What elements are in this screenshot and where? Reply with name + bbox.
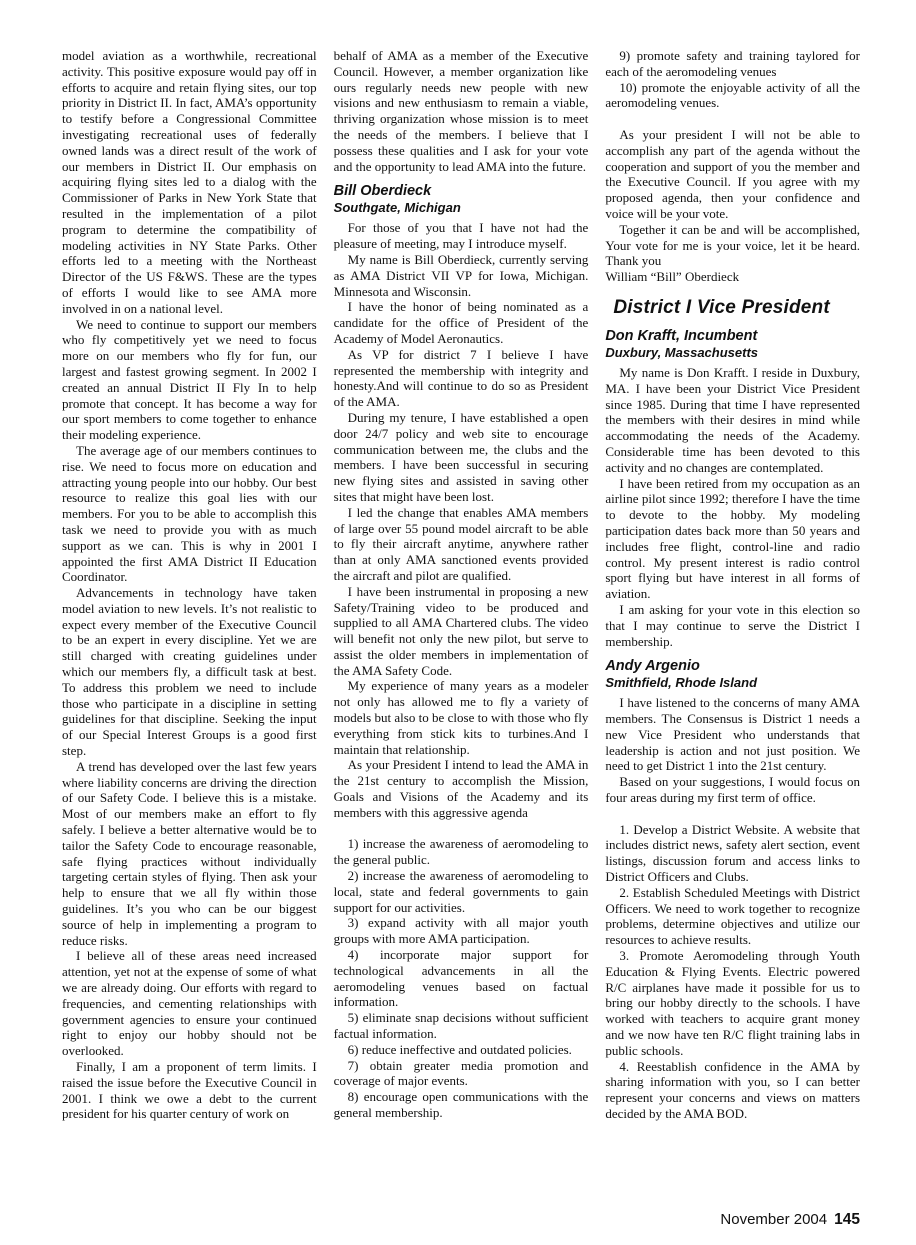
paragraph: I led the change that enables AMA members of large over 55 pound model aircraft to be able to fly their aircraft anytime, anywhere rather than at only AMA sanctioned events provided the aircraft and pilot are qualified. bbox=[333, 504, 589, 583]
paragraph: 9) promote safety and training taylored for each of the aeromodeling venues bbox=[605, 48, 860, 79]
candidate-heading bbox=[334, 183, 589, 215]
paragraph: I have listened to the concerns of many AMA members. The Consensus is District 1 needs a new Vice President who understands that leadership is action and not just position. We need to get District 1 into the 21st century. bbox=[605, 695, 860, 774]
paragraph: I have been retired from my occupation as an airline pilot since 1992; therefore I have the time to devote to the hobby. My modeling participation dates back more than 50 years and includes free flight, control-line and radio control. My present interest is radio control sport flying but have interest in all forms of aviation. bbox=[605, 475, 860, 602]
paragraph: model aviation as a worthwhile, recreational activity. This positive exposure would pay off in efforts to acquire and retain flying sites, our top priority in District II. In fact, AMA’s opportunity to testify before a Congressional Committee investigating recreational uses of federally owned lands was a direct result of the work of our members in District II. Our emphasis on acquiring flying sites led to a dialog with the Commissioner of Parks in New York State that resulted in the implementation of a pilot program to determine the compatibility of modeling activities in NY State Parks. Other efforts led to a meeting with the Northeast Director of the US F&WS. These are the types of efforts I would like to see AMA more involved in on a national level. bbox=[62, 48, 317, 316]
blank-line bbox=[605, 806, 860, 822]
candidate-location: Duxbury, Massachusetts bbox=[605, 344, 759, 360]
paragraph: I am asking for your vote in this election so that I may continue to serve the District I membership. bbox=[605, 601, 860, 649]
paragraph: A trend has developed over the last few years where liability concerns are driving the direction of our Safety Code. I believe this is a mistake. Most of our members make an effort to fly safely. I believe a better alternative would be to tailor the Safety Code to encourage reasonable, safe flying practices without individually targeting certain styles of flying. Then ask your help to ensure that we all fly within those guidelines. It’s you who can be our biggest source of help in implementing a program to reduce risks. bbox=[62, 758, 317, 948]
text-column-3 bbox=[605, 48, 860, 1122]
candidate-name: Don Krafft, Incumbent bbox=[605, 327, 758, 344]
footer-issue-date: November 2004 bbox=[720, 1211, 828, 1228]
candidate-heading bbox=[605, 328, 860, 360]
paragraph: 2) increase the awareness of aeromodeling to local, state and federal governments to gain support for our activities. bbox=[333, 868, 589, 915]
paragraph: 3) expand activity with all major youth groups with more AMA participation. bbox=[333, 915, 589, 947]
paragraph: Finally, I am a proponent of term limits. I raised the issue before the Executive Council in 2001. I think we owe a debt to the current president for his quarter century of work on bbox=[62, 1059, 317, 1122]
paragraph: Based on your suggestions, I would focus on four areas during my first term of office. bbox=[605, 774, 860, 806]
section-heading: District I Vice President bbox=[613, 296, 830, 318]
paragraph: I have the honor of being nominated as a candidate for the office of President of the Academy of Model Aeronautics. bbox=[333, 299, 589, 346]
paragraph: My name is Bill Oberdieck, currently serving as AMA District VII VP for Iowa, Michigan. Minnesota and Wisconsin. bbox=[333, 251, 589, 299]
text-column-2 bbox=[334, 48, 589, 1122]
paragraph: As your President I intend to lead the AMA in the 21st century to accomplish the Mission, Goals and Visions of the Academy and its members with this aggressive agenda bbox=[333, 757, 589, 820]
candidate-heading bbox=[605, 658, 860, 690]
paragraph: Advancements in technology have taken model aviation to new levels. It’s not realistic to expect every member of the Executive Council to be an expert in every discipline. Yet we are still charged with creating guidelines under which our members fly, a difficult task at best. To address this problem we need to include those who participate in a discipline in setting guidelines for that discipline. Seeking the input of our Special Interest Groups is a good first step. bbox=[62, 585, 317, 759]
paragraph: 2. Establish Scheduled Meetings with District Officers. We need to work together to recognize problems, determine objectives and utilize our resources to achieve results. bbox=[605, 884, 860, 948]
candidate-location: Smithfield, Rhode Island bbox=[605, 675, 758, 691]
paragraph: As your president I will not be able to accomplish any part of the agenda without the cooperation and support of you the member and the Executive Council. If you agree with my proposed agenda, then your confidence and voice will be your vote. bbox=[605, 126, 860, 221]
candidate-name: Andy Argenio bbox=[605, 658, 700, 675]
paragraph: I believe all of these areas need increased attention, yet not at the expense of some of what we are already doing. Our efforts with regard to frequencies, and cementing relationships with government agencies to ensure your continued right to enjoy our hobby should not be overlooked. bbox=[62, 948, 317, 1059]
candidate-name: Bill Oberdieck bbox=[333, 183, 432, 200]
paragraph: I have been instrumental in proposing a new Safety/Training video to be produced and supplied to all AMA Chartered clubs. The video will benefit not only the new pilot, but serve to assist the older members in implementation of the AMA Safety Code. bbox=[333, 583, 589, 678]
paragraph: Together it can be and will be accomplished, Your vote for me is your voice, let it be heard. Thank you bbox=[605, 221, 860, 269]
paragraph: behalf of AMA as a member of the Executive Council. However, a member organization like ours regularly needs new people with new visions and new enthusiasm to remain a viable, thriving organization whose mission is to meet the needs of the members. I believe that I possess these qualities and I ask for your vote and the opportunity to lead AMA into the future. bbox=[333, 48, 589, 174]
paragraph: William “Bill” Oberdieck bbox=[605, 269, 740, 285]
blank-line bbox=[334, 821, 589, 837]
paragraph: 3. Promote Aeromodeling through Youth Education & Flying Events. Electric powered R/C airplanes have made it possible for us to bring our hobby directly to the schools. I have worked with teachers to acquire grant money and we now have ten R/C flight training labs in public schools. bbox=[605, 948, 860, 1058]
blank-line bbox=[605, 111, 860, 127]
page-footer bbox=[720, 1211, 860, 1229]
article-columns bbox=[62, 48, 860, 1122]
paragraph: 1) increase the awareness of aeromodeling to the general public. bbox=[333, 836, 589, 868]
paragraph: 5) eliminate snap decisions without sufficient factual information. bbox=[333, 1010, 589, 1042]
paragraph: 7) obtain greater media promotion and coverage of major events. bbox=[333, 1057, 589, 1089]
paragraph: My experience of many years as a modeler not only has allowed me to fly a variety of models but also to be close to with those who fly everything from stick kits to turbines.And I maintain that relationship. bbox=[333, 678, 589, 757]
paragraph: 8) encourage open communications with the general membership. bbox=[333, 1089, 589, 1120]
paragraph: 4) incorporate major support for technological advancements in all the aeromodeling venues based on factual information. bbox=[333, 947, 589, 1010]
paragraph: 10) promote the enjoyable activity of all the aeromodeling venues. bbox=[605, 79, 860, 111]
paragraph: We need to continue to support our members who fly competitively yet we need to focus more on our members who fly for fun, our largest and fastest growing segment. In 2002 I created an annual District II Fly In to help promote that concept. It has become a way for our sport members to come together to enhance their modeling experience. bbox=[62, 316, 317, 443]
paragraph: The average age of our members continues to rise. We need to focus more on education and attracting young people into our hobby. Our best resource to realize this goal lies with our members. For you to be able to accomplish this task we need to provide you with as much support as we can. This is why in 2001 I appointed the first AMA District II Education Coordinator. bbox=[62, 442, 317, 585]
paragraph: As VP for district 7 I believe I have represented the membership with integrity and honesty.And will continue to do so as President of the AMA. bbox=[333, 346, 589, 410]
paragraph: 6) reduce ineffective and outdated policies. bbox=[347, 1041, 572, 1057]
paragraph: 1. Develop a District Website. A website that includes district news, safety alert section, event listings, discussion forum and access links to District Officers and Clubs. bbox=[605, 821, 860, 885]
paragraph: My name is Don Krafft. I reside in Duxbury, MA. I have been your District Vice President since 1985. During that time I have represented the members with their desires in mind while accommodating the needs of the Academy. Considerable time has been devoted to this activity and no changes are contemplated. bbox=[605, 364, 860, 475]
paragraph: During my tenure, I have established a open door 24/7 policy and web site to encourage communication between me, the clubs and the members. I have been successful in securing new flying sites and assisted in saving other sites that might have been lost. bbox=[333, 409, 589, 504]
paragraph: For those of you that I have not had the pleasure of meeting, may I introduce myself. bbox=[333, 220, 589, 252]
text-column-1 bbox=[62, 48, 317, 1122]
footer-page-number: 145 bbox=[834, 1211, 860, 1228]
candidate-location: Southgate, Michigan bbox=[333, 200, 461, 216]
paragraph: 4. Reestablish confidence in the AMA by sharing information with you, so I can better represent your concerns and views on matters decided by the AMA BOD. bbox=[605, 1058, 860, 1122]
